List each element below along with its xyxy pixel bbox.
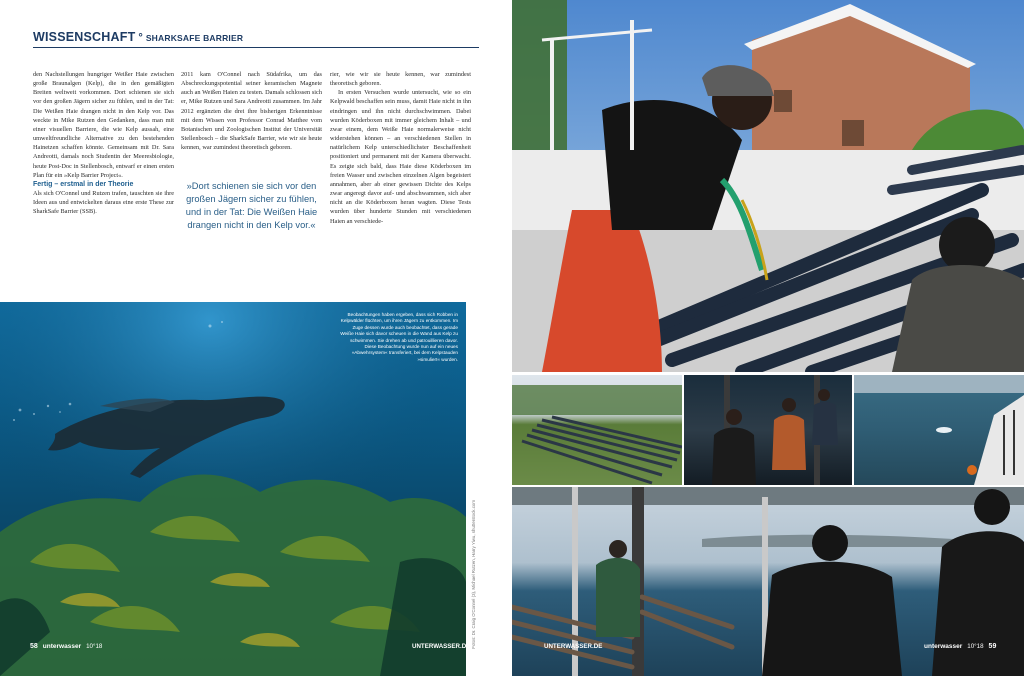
page-number: 58 xyxy=(30,643,38,650)
header-rule xyxy=(33,47,479,48)
issue-number: 10°18 xyxy=(967,643,984,650)
paragraph: den Nachstellungen hungriger Weißer Haie zwischen große Braunalgen (Kelp), die in den gemäßigten Breiten weltweit vorkommen. Dort schienen sie sich vor den großen Jägern sicher zu fühlen, und in der Tat: Die Weißen Haie drangen nicht in den Kelp vor. Das weckte in Mike Rutzen den Gedanken, dass man mit einer visuellen Barriere, die wie Kelp aussah, eine umweltfreundliche Alternative zu den bestehenden Hainetzen schaffen könnte. Gemeinsam mit Dr. Sara Andreotti, damals noch Studentin der Meeresbiologie, heute Post-Doc in Stellenbosch, entwarf er einen ersten Plan für ein »Kelp Barrier Project«. xyxy=(33,71,174,179)
website-right: UNTERWASSER.DE xyxy=(544,643,603,650)
section-header xyxy=(33,30,243,44)
section-title: WISSENSCHAFT xyxy=(33,30,136,44)
paragraph: 2011 kam O'Connel nach Südafrika, um das Abschreckungspotential seiner keramischen Magnete auch an Weißen Haien zu testen. Damals schlossen sich er, Mike Rutzen und Sara Andreotti zusammen. Im Jahr 2012 ergänzten die drei ihre bisherigen Erkenntnisse mit dem Wissen von Professor Conrad Matthee vom Botanischen und Zoologischen Institut der Universität Stellenbosch – die SharkSafe Barrier, wie wir sie heute kennen, war zumindest theoretisch geboren. xyxy=(181,71,322,152)
fisherman-main-photo xyxy=(512,0,1024,372)
magazine-brand: unterwasser xyxy=(42,643,82,650)
photo-credit: Fotos: Dr. Craig O'Connel (3), Michael Rutzen, Harry Yiwu, shutterstock.com xyxy=(471,500,476,649)
paragraph: Als sich O'Connel und Rutzen trafen, tauschten sie ihre Ideen aus und entwickelten daraus eine erste These zur SharkSafe Barrier (SSB). xyxy=(33,190,174,216)
text-column-2 xyxy=(181,70,322,152)
issue-number: 10°18 xyxy=(86,643,103,650)
section-subtitle: SHARKSAFE BARRIER xyxy=(145,33,244,43)
sea-with-buoys-photo xyxy=(854,375,1024,485)
section-dot: ° xyxy=(138,32,143,44)
subheading: Fertig – erstmal in der Theorie xyxy=(33,180,134,188)
paragraph: rier, wie wir sie heute kennen, war zumindest theoretisch geboren. xyxy=(330,71,471,88)
workers-scene xyxy=(684,375,852,485)
folio-right xyxy=(924,643,996,650)
photo-caption: Beobachtungen haben ergeben, dass sich Robben in Kelpwälder flüchten, um ihren Jägern zu entkommen. Im Zuge dessen wurde auch beobachtet, dass gerade Weiße Haie sich davor scheuen in die Wand aus Kelp zu schwimmen. Sie drehen ab und patrouillieren davor. Diese Beobachtung wurde nun auf ein neues »Abwehrsystem« transferiert, bei dem Kelpstauden »simuliert« wurden. xyxy=(340,312,458,362)
sea-scene xyxy=(854,375,1024,485)
field-scene xyxy=(512,375,682,485)
workers-on-deck-photo xyxy=(684,375,852,485)
website-left: UNTERWASSER.DE xyxy=(412,643,471,650)
magazine-brand: unterwasser xyxy=(924,643,963,650)
paragraph: In ersten Versuchen wurde untersucht, wie so ein Kelpwald beschaffen sein muss, damit Haie nicht in ihn eindringen und ihn nicht durchschwimmen. Dabei wurden Köderboxen mit immer gleichem Inhalt – und zwar einem, dem Weiße Haie normalerweise nicht widerstehen können – an verschiedenen Stellen in natürlichem Kelp unterschiedlichster Beschaffenheit positioniert und permanent mit der Kamera überwacht. Es zeigte sich bald, dass Haie diese Köderboxen im freien Wasser und zwischen einzelnen Algen begeistert annahmen, aber ab einer gewissen Dichte des Kelps zwar angeregt davor auf- und abschwammen, sich aber nicht an die Köderboxen heran wagten. Diese Tests wurden über hunderte Stunden mit verschiedenen Haien an verschiede- xyxy=(330,89,471,225)
page-number: 59 xyxy=(988,643,997,650)
folio-left xyxy=(30,643,102,650)
pull-quote: »Dort schienen sie sich vor den großen Jägern sicher zu fühlen, und in der Tat: Die Weißen Haie drangen nicht in den Kelp vor.« xyxy=(185,181,318,230)
boat-deck-scene xyxy=(512,0,1024,372)
text-column-3 xyxy=(330,70,471,226)
text-column-1 xyxy=(33,70,174,217)
pipes-on-field-photo xyxy=(512,375,682,485)
